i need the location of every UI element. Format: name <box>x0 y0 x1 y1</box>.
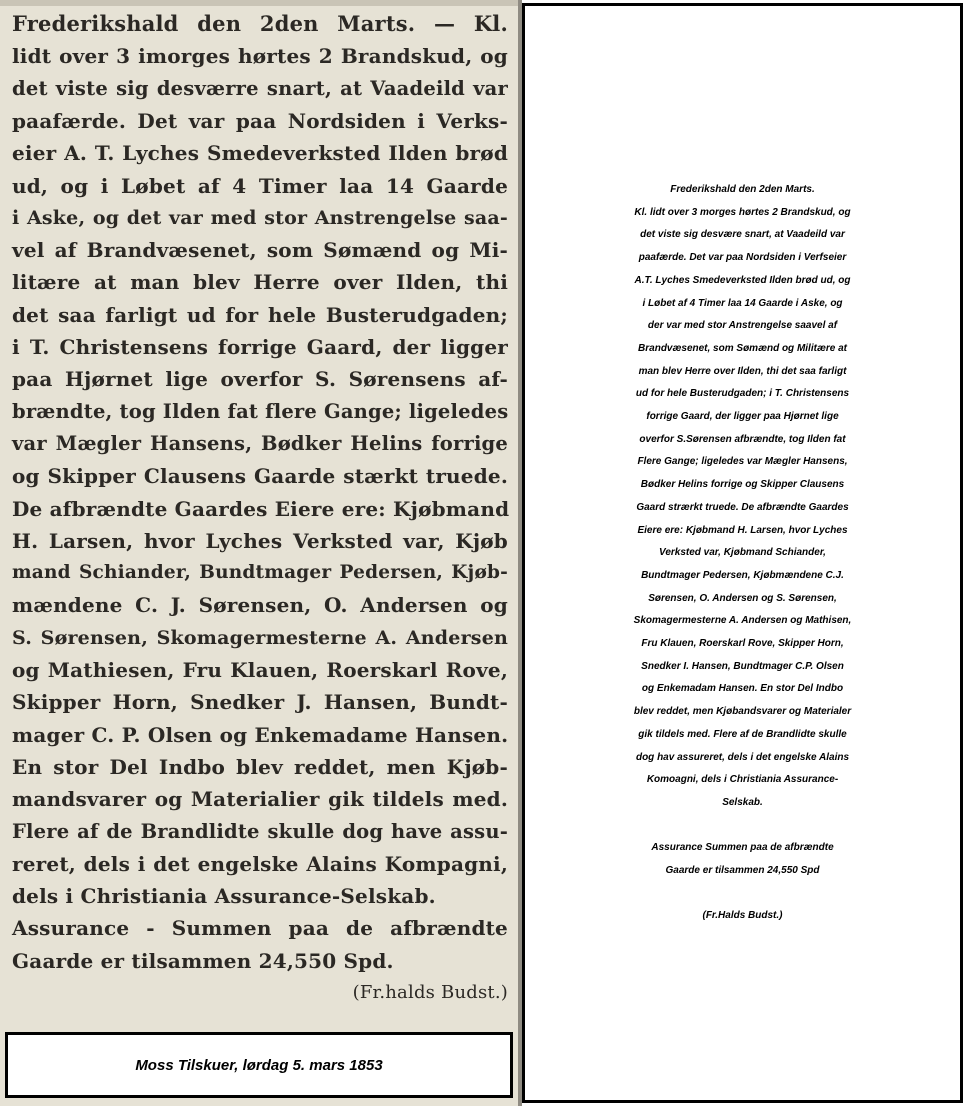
clipping-line: Frederikshald den 2den Marts. — Kl. <box>12 11 508 36</box>
clipping-line: det viste sig desværre snart, at Vaadeild var <box>12 76 508 100</box>
caption-text: Moss Tilskuer, lørdag 5. mars 1853 <box>135 1056 383 1074</box>
transcription-line: og Enkemadam Hansen. En stor Del Indbo <box>641 683 844 695</box>
transcription-line: Bundtmager Pedersen, Kjøbmændene C.J. <box>641 569 844 581</box>
clipping-line: det saa farligt ud for hele Busterudgaden; <box>12 302 508 327</box>
transcription-body <box>525 179 960 815</box>
clipping-line: mager C. P. Olsen og Enkemadame Hansen. <box>12 722 509 747</box>
transcription-line: paafærde. Det var paa Nordsiden i Verfseier <box>638 252 847 264</box>
assurance-line-1: Assurance Summen paa de afbrændte <box>651 842 834 854</box>
transcription-line: A.T. Lyches Smedeverksted Ilden brød ud, og <box>634 274 851 286</box>
clipping-line: eier A. T. Lyches Smedeverksted Ilden brød <box>12 141 508 166</box>
transcription-line: Snedker I. Hansen, Bundtmager C.P. Olsen <box>641 660 844 672</box>
transcription-line: Brandvæsenet, som Sømænd og Militære at <box>638 342 847 354</box>
transcription-line: i Løbet af 4 Timer laa 14 Gaarde i Aske, og <box>642 297 843 309</box>
transcription-line: man blev Herre over Ilden, thi det saa farligt <box>638 365 847 377</box>
transcription-line: Fru Klauen, Roerskarl Rove, Skipper Horn, <box>641 638 844 650</box>
clipping-line: ud, og i Løbet af 4 Timer laa 14 Gaarde <box>12 173 508 198</box>
transcription-line: det viste sig desvære snart, at Vaadeild var <box>640 229 845 241</box>
clipping-line: i Aske, og det var med stor Anstrengelse saa- <box>12 206 508 229</box>
clipping-line: S. Sørensen, Skomagermesterne A. Andersen <box>12 626 508 649</box>
transcription-line: gik tildels med. Flere af de Brandlidte skulle <box>638 728 847 740</box>
clipping-line: reret, dels i det engelske Alains Kompagni, <box>12 851 508 876</box>
spacer <box>525 815 960 838</box>
transcription-line: Verksted var, Kjøbmand Schiander, <box>659 547 826 559</box>
transcription-line: Frederikshald den 2den Marts. <box>670 184 815 195</box>
clipping-line: litære at man blev Herre over Ilden, thi <box>12 270 508 295</box>
clipping-line: H. Larsen, hvor Lyches Verksted var, Kjøb <box>12 528 508 553</box>
clipping-line: De afbrændte Gaardes Eiere ere: Kjøbmand <box>12 496 510 521</box>
transcription-line: overfor S.Sørensen afbrændte, tog Ilden fat <box>639 433 846 445</box>
clipping-line: og Skipper Clausens Gaarde stærkt truede. <box>12 464 508 489</box>
transcription-line: blev reddet, men Kjøbandsvarer og Materialer <box>633 706 852 718</box>
transcription-line: Selskab. <box>722 796 763 808</box>
transcription-line: der var med stor Anstrengelse saavel af <box>647 320 838 332</box>
clipping-line: i T. Christensens forrige Gaard, der ligger <box>12 335 508 359</box>
clipping-line: mændene C. J. Sørensen, O. Andersen og <box>12 593 508 618</box>
transcription-line: Bødker Helins forrige og Skipper Clausens <box>640 479 845 491</box>
clipping-line: Assurance - Summen paa de afbrændte <box>12 916 508 941</box>
clipping-line: En stor Del Indbo blev reddet, men Kjøb- <box>12 754 508 779</box>
transcription-line: Eiere ere: Kjøbmand H. Larsen, hvor Lyches <box>637 524 848 536</box>
clipping-line: Flere af de Brandlidte skulle dog have assu- <box>12 819 508 843</box>
caption-box <box>5 1032 513 1098</box>
clipping-line: var Mægler Hansens, Bødker Helins forrige <box>12 431 508 455</box>
clipping-line: brændte, tog Ilden fat flere Gange; ligeledes <box>12 399 509 423</box>
clipping-line: vel af Brandvæsenet, som Sømænd og Mi- <box>12 238 508 263</box>
source-credit: (Fr.Halds Budst.) <box>702 910 783 922</box>
clipping-line: lidt over 3 imorges hørtes 2 Brandskud, og <box>12 44 508 69</box>
clipping-line: Gaarde er tilsammen 24,550 Spd. <box>12 948 394 973</box>
transcription-box <box>522 3 963 1103</box>
transcription-line: Skomagermesterne A. Andersen og Mathisen, <box>633 615 852 627</box>
transcription-line: ud for hele Busterudgaden; i T. Christensens <box>635 388 850 400</box>
transcription-line: Komoagni, dels i Christiania Assurance- <box>646 774 839 786</box>
clipping-top-edge <box>0 0 518 6</box>
clipping-line: (Fr.halds Budst.) <box>352 982 508 1003</box>
transcription-line: Gaard strærkt truede. De afbrændte Gaardes <box>636 501 849 513</box>
clipping-line: paafærde. Det var paa Nordsiden i Verks- <box>12 108 508 133</box>
clipping-line: og Mathiesen, Fru Klauen, Roerskarl Rove, <box>12 658 508 682</box>
transcription-text <box>525 179 960 928</box>
clipping-line: mand Schiander, Bundtmager Pedersen, Kjøb- <box>12 562 508 584</box>
transcription-line: Sørensen, O. Andersen og S. Sørensen, <box>648 592 837 604</box>
transcription-line: dog hav assureret, dels i det engelske Alains <box>635 751 850 763</box>
spacer <box>525 883 960 906</box>
clipping-line: paa Hjørnet lige overfor S. Sørensens af- <box>12 367 508 392</box>
transcription-line: forrige Gaard, der ligger paa Hjørnet lige <box>646 411 839 423</box>
clipping-line: Skipper Horn, Snedker J. Hansen, Bundt- <box>12 690 508 715</box>
clipping-line: mandsvarer og Materialier gik tildels med. <box>12 787 508 812</box>
transcription-line: Flere Gange; ligeledes var Mægler Hansens, <box>637 456 848 468</box>
assurance-line-2: Gaarde er tilsammen 24,550 Spd <box>665 865 820 877</box>
clipping-line: dels i Christiania Assurance-Selskab. <box>12 884 436 909</box>
transcription-line: Kl. lidt over 3 morges hørtes 2 Brandskud, og <box>634 206 851 218</box>
